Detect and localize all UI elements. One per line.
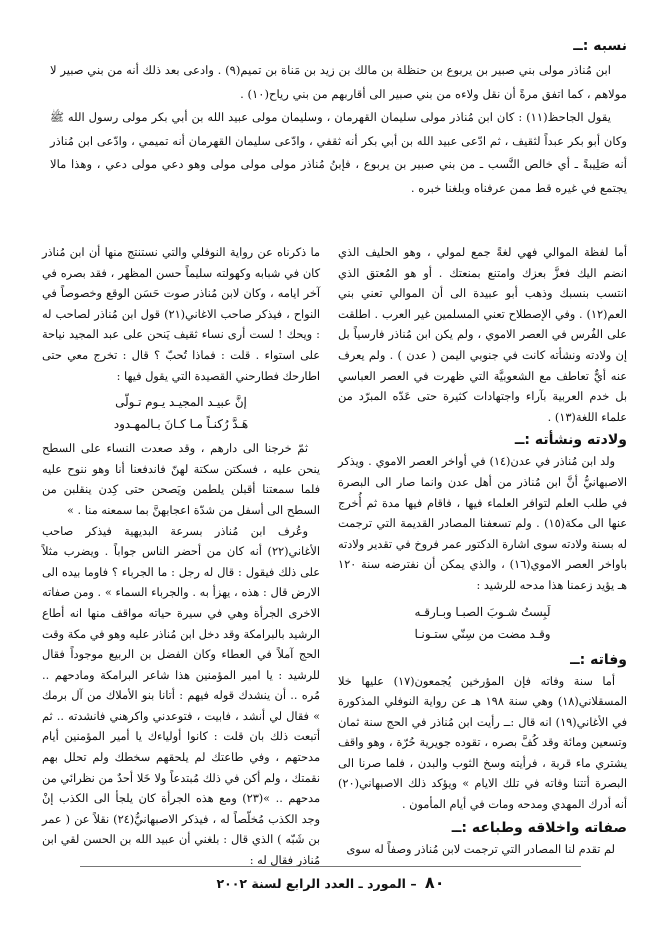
paragraph: لم تقدم لنا المصادر التي ترجمت لابن مُناذر وصفاً له سوى xyxy=(346,842,615,856)
paragraph: ابن مُناذر مولى بني صبير بن يربوع بن حنظلة بن مالك بن زيد بن مَناة بن تميم(٩) . وادعى بعد ذلك أنه من بني صبير لا مولاهم ، كما اتفق مرةً أن نقل ولاءه من بني صبير الى أقاربهم من بني رياح(١٠) . xyxy=(50,63,627,101)
paragraph: أما لفظة الموالي فهي لغةً جمع لمولي ، وهو الحليف الذي انضم اليك فعزَّ بعزك وامتنع بمنعتك . أو هو المُعتق الذي انتسب بنسبك وذهب أبو عبيدة الى أن الموالي تعني بني العم(١٢) . وفي الإصطلاح تعني المسلمين غير العرب . اطلقت على الفُرس في العصر الاموي ، ولم يكن ابن مُناذر فارسياً بل إن ولادته ونشأته كانت في جنوبي اليمن ( عدن ) . ولم يعرف عنه أيٌّ تعاطف مع الشعوبيَّة التي ظهرت في العصر العباسي بل خدم العربية بآراء واجتهادات كثيرة حتى عَدّه المبرّد من علماء اللغة(١٣) . xyxy=(338,246,627,424)
poem-verse xyxy=(338,601,627,645)
paragraph: وعُرف ابن مُناذر بسرعة البديهية فيذكر صاحب الأغاني(٢٢) أنه كان من أحضر الناس جواباً . ويضرب مثلاً على ذلك فيقول : قال له رجل : ما الجرباء ؟ فاوما بيده الى الارض قال : هذه ، يهزأ به . والجرباء السماء » . ومن صفاته الاخرى الجرأة وهي في سيرة حياته مواقف منها انه أطاع الرشيد بالبرامكة وقد دخل ابن مُناذر عليه وهو في مكة وقت الحج آملاً في العطاء وكان الفضل بن الربيع موجوداً فقال للرشيد : يا امير المؤمنين هذا شاعر البرامكة ومادحهم .. مُره .. أن ينشدك قوله فيهم : أتانا بنو الأملاك من آل برمك » فقال لي أنشد ، فابيت ، فتوعدني واكرهني فانشدته .. ثم أتبعت ذلك بان قلت : كانوا أولياءك يا أمير المؤمنين أيام مدحتهم ، وفي طاعتك لم يلحقهم سخطك ولم تحلل بهم نقمتك ، ولم أكن في ذلك مُبتدعاً ولا خَلا أحدٌ من نظرائي من مدحهم .. »(٢٣) ومع هذه الجرأة كان يلجأ الى الكذب إنْ وجد الكذب مُخلّصاً له ، فيذكر الاصبهانيُّ(٢٤) نقلاً عن ( عمر بن شَبّه ) الذي قال : بلغني أن عبيد الله بن الحسن لقي ابن مُناذر فقال له : xyxy=(42,524,320,868)
verse-hemistich: لَبِستُ شـوبَ الصبـا وبـارقـه xyxy=(414,604,551,619)
verse-hemistich: إنَّ عبيـد المجيـد يـوم تـولّى xyxy=(115,395,247,410)
page-number: ٨٠ xyxy=(424,873,445,892)
journal-issue: المورد ـ العدد الرابع لسنة ٢٠٠٢ xyxy=(216,876,406,891)
lineage-section xyxy=(50,36,627,201)
poem-verse xyxy=(42,391,320,435)
section-heading-birth: ولادته ونشأته :ــ xyxy=(514,432,627,449)
paragraph: يقول الجاحظ(١١) : كان ابن مُناذر مولى سليمان القهرمان ، وسليمان مولى عبيد الله بن أبي بكر مولى رسول الله ﷺ وكان أبو بكر عبداً لثقيف ، ثم ادّعى عبيد الله بن أبي بكر أنه ثقفي ، وادّعى سليمان القهرمان أنه تميمي ، وادّعى ابن مُناذر أنه صَلِيبةً ـ أي خالص النَّسب ـ من بني صبير بن يربوع ، فإبنُ مُناذر مولى مولى مولى وهو دعي مولى دعي ، وهذا مالا يجتمع في غيره قط ممن عرفناه وبلغنا خبره . xyxy=(50,110,627,195)
paragraph: ثمّ خرجنا الى دارهم ، وقد صعدت النساء على السطح ينحن عليه ، فسكتن سكتة لهنّ فاندفعنا أنا وهو ننوح عليه فلما سمعتنا أقبلن يلطمن ويَصحن حتى كِدن ينقلبن من السطح الى أسفل من شدّة اعجابهنَّ بما سمعنه منا . » xyxy=(42,442,320,517)
footer-separator: – xyxy=(410,876,417,891)
footer-divider xyxy=(80,866,581,867)
right-column xyxy=(338,243,628,856)
verse-hemistich: هَـدَّ رُكنـاً مـا كـانَ بـالمهـدود xyxy=(113,417,249,432)
page-footer xyxy=(0,873,661,895)
paragraph: أما سنة وفاته فإن المؤرخين يُجمعون(١٧) عليها خلا المسقلاني(١٨) وهي سنة ١٩٨ هـ عن رواية النوفلي المذكورة في الأغاني(١٩) انه قال :ــ رأيت ابن مُناذر في الحج سنة ثمان وتسعين ومائة وقد كُفَّ بصره ، تقوده جويرية حُرّة ، وهو واقف يشتري ماء قربة ، فرأيته وسخ الثوب والبدن ، فلما صرنا الى البصرة أتتنا وفاته في تلك الايام » ويؤكد ذلك الاصبهاني(٢٠) أنه أدرك المهدي ومدحه ومات في أيام المأمون . xyxy=(338,674,627,812)
verse-hemistich: وقـد مضت من سِنّي ستـونـا xyxy=(414,626,551,641)
left-column xyxy=(42,243,320,868)
section-heading-traits: صفاته واخلاقه وطباعه :ــ xyxy=(451,819,627,836)
paragraph: ما ذكرناه عن رواية النوفلي والتي نستنتج منها أن ابن مُناذر كان في شبابه وكهولته سليماً حسن المظهر ، فقد بصره في آخر ايامه ، وكان لابن مُناذر صوت حَسَن الوقع وخصوصاً في النواح ، فيذكر صاحب الاغاني(٢١) قول ابن مُناذر لصاحب له : ويحك ! لست أرى نساء ثقيف يَنحن على عبد المجيد نياحة على استواء . قلت : فماذا تُحبّ ؟ قال : تخرج معي حتى اطارحك فطارحني القصيدة التي يقول فيها : xyxy=(42,246,320,383)
section-heading-death: وفاته :ــ xyxy=(570,651,627,668)
section-heading-lineage: نسبه :ــ xyxy=(573,38,627,54)
paragraph: ولد ابن مُناذر في عدن(١٤) في أواخر العصر الاموي . ويذكر الاصبهانيُّ أنَّ ابن مُناذر من أهل عدن وانما صار الى البصرة في طلب العلم لتوافر العلماء فيها ، فاقام فيها مدة ثم أُخرج عنها الى مكة(١٥) . ولم تسعفنا المصادر القديمة التي ترجمت له بسنة ولادته سوى اشارة الدكتور عمر فروخ في تقدير ولادته باواخر العصر الاموي(١٦) ، والذي يمكن أن نفترضه سنة ١٢٠ هـ يؤيد زعمنا هذا مدحه للرشيد : xyxy=(338,455,628,592)
